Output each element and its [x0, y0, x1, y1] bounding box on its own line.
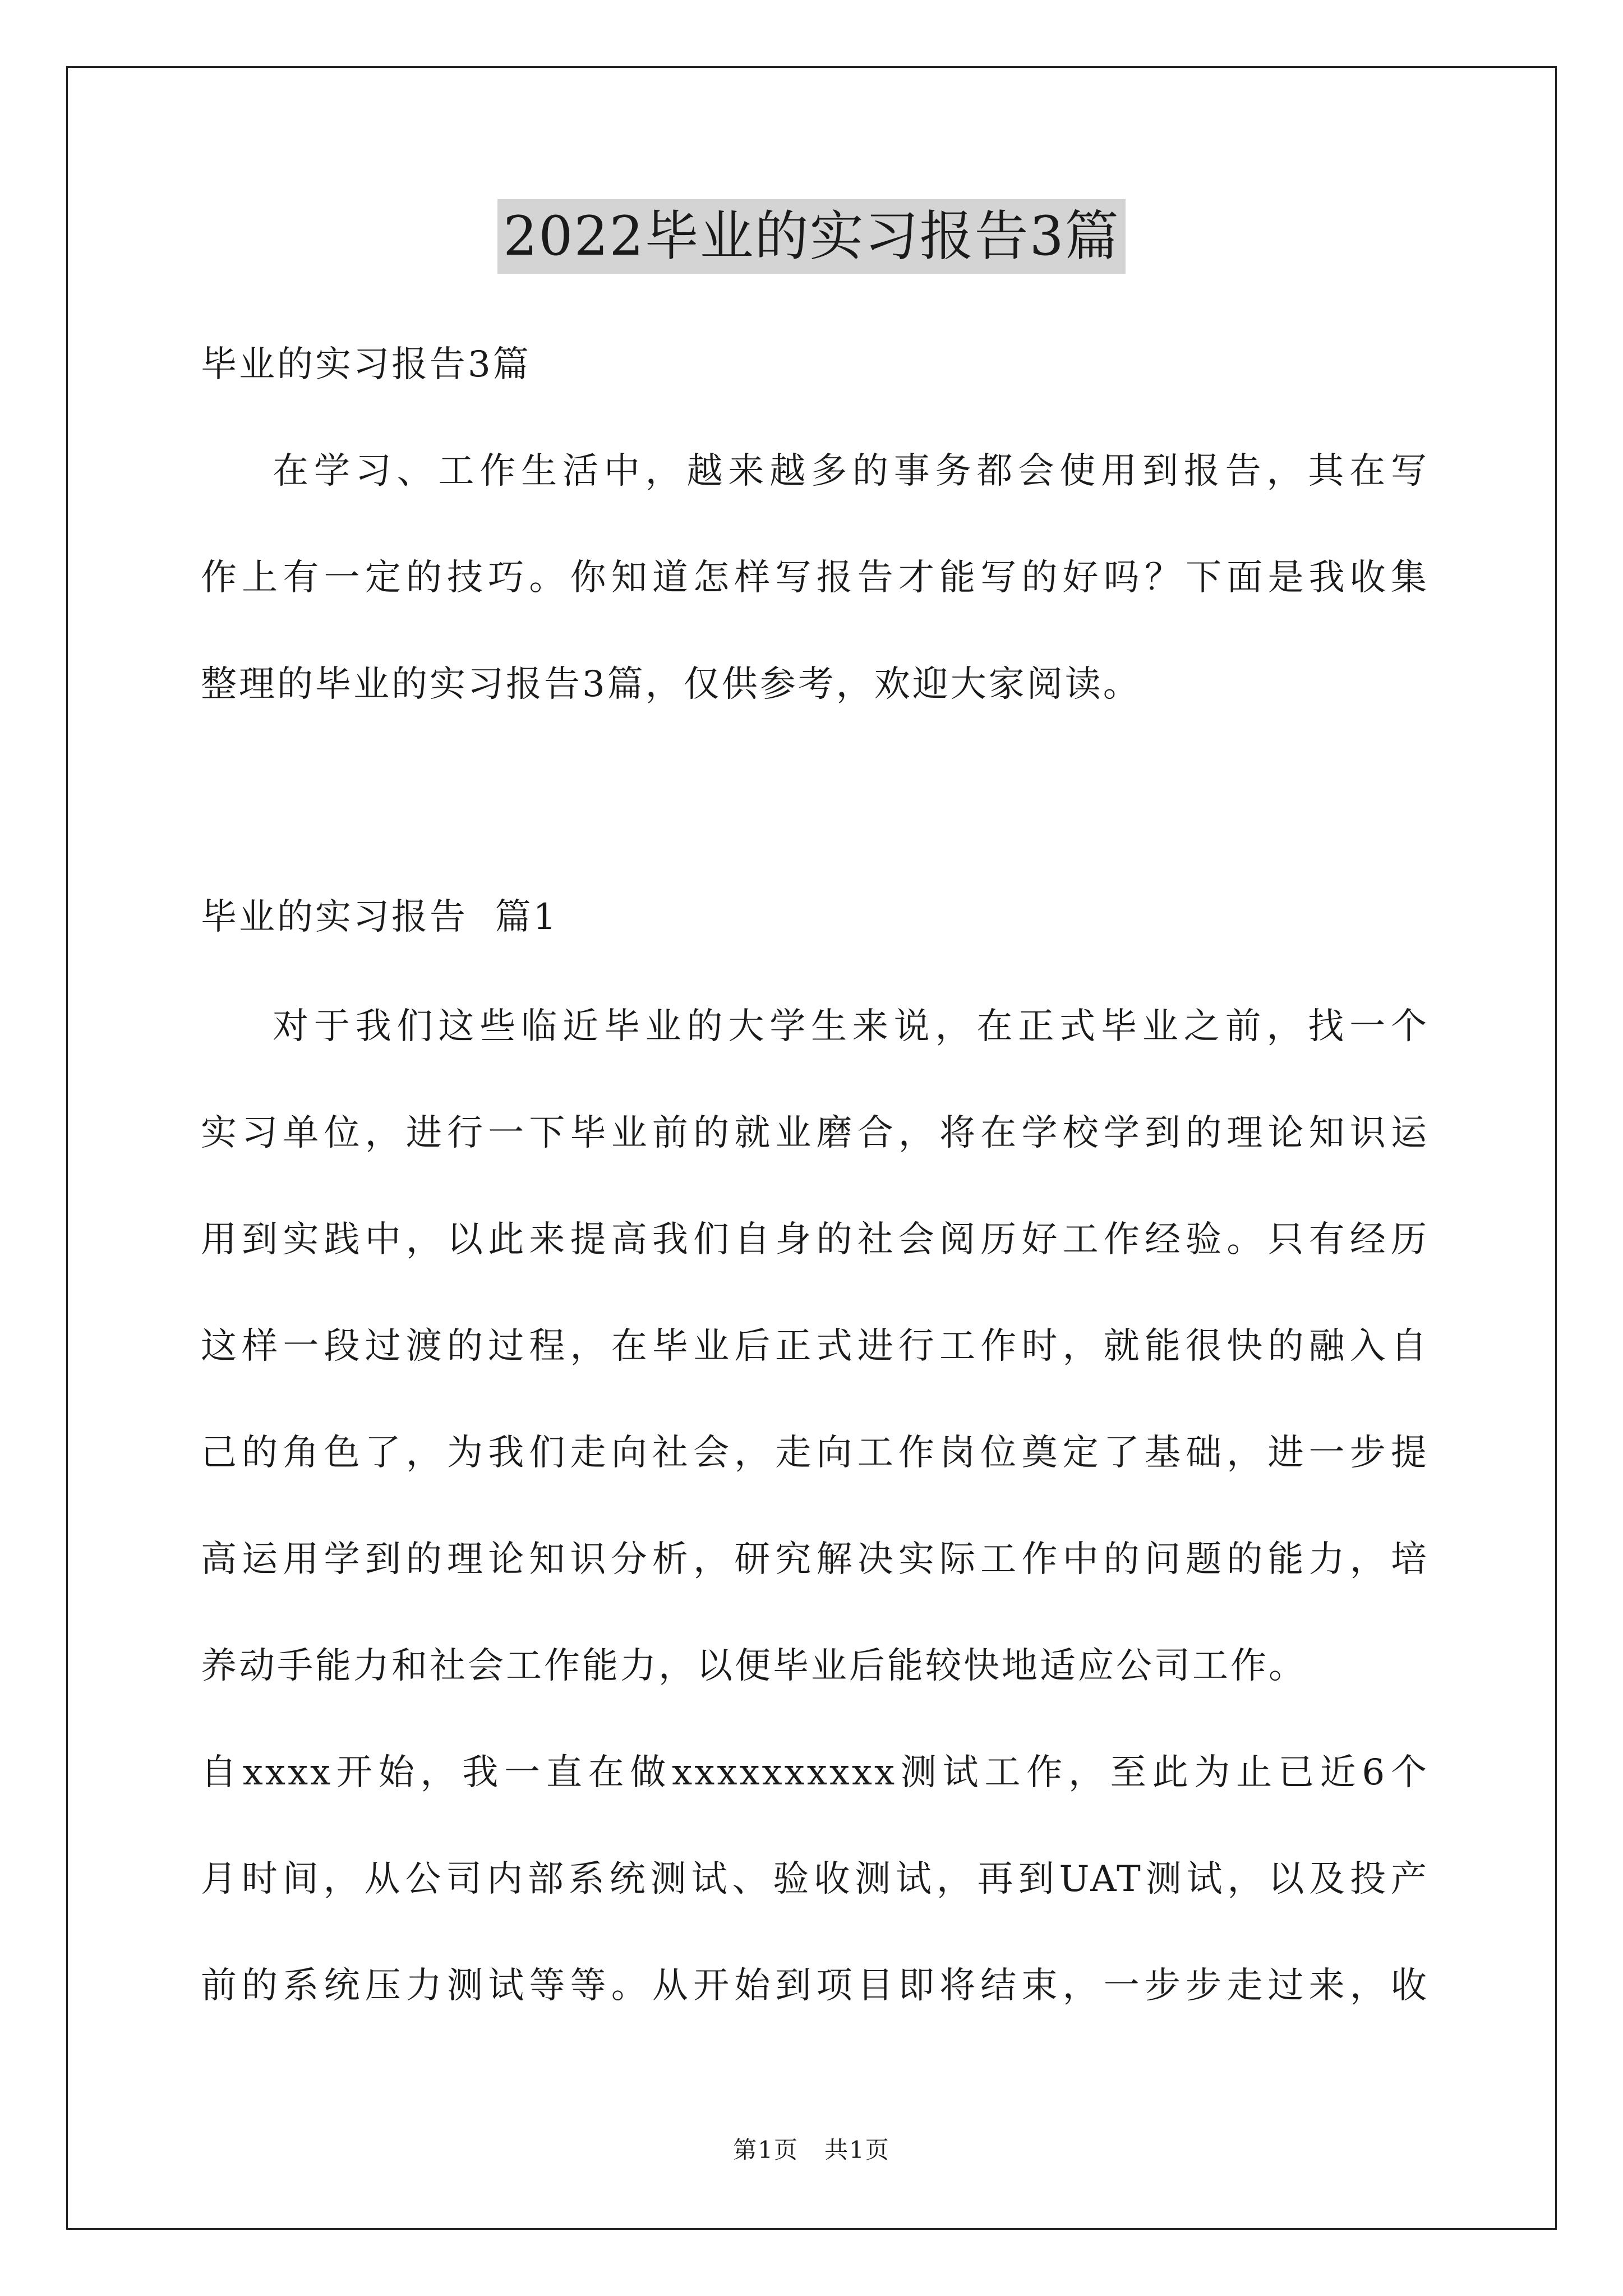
body-line: 自xxxx开始，我一直在做xxxxxxxxxx测试工作，至此为止已近6个 [201, 1752, 1429, 1793]
body-line: 实习单位，进行一下毕业前的就业磨合，将在学校学到的理论知识运 [201, 1112, 1429, 1154]
intro-line: 作上有一定的技巧。你知道怎样写报告才能写的好吗？下面是我收集 [201, 557, 1429, 599]
body-line: 己的角色了，为我们走向社会，走向工作岗位奠定了基础，进一步提 [201, 1432, 1429, 1474]
intro-line: 整理的毕业的实习报告3篇，仅供参考，欢迎大家阅读。 [201, 664, 1141, 705]
intro-line: 在学习、工作生活中，越来越多的事务都会使用到报告，其在写 [273, 450, 1429, 492]
body-line: 高运用学到的理论知识分析，研究解决实际工作中的问题的能力，培 [201, 1539, 1429, 1580]
page-footer: 第1页 共1页 [733, 2136, 890, 2164]
body-line: 用到实践中，以此来提高我们自身的社会阅历好工作经验。只有经历 [201, 1219, 1429, 1260]
body-line: 前的系统压力测试等等。从开始到项目即将结束，一步步走过来，收 [201, 1965, 1429, 2007]
intro-paragraph [201, 418, 1429, 738]
body-paragraph [201, 973, 1429, 2039]
section-heading: 毕业的实习报告 篇1 [201, 896, 559, 938]
body-line: 月时间，从公司内部系统测试、验收测试，再到UAT测试，以及投产 [201, 1858, 1429, 1900]
body-line: 对于我们这些临近毕业的大学生来说，在正式毕业之前，找一个 [273, 1006, 1429, 1047]
body-line: 这样一段过渡的过程，在毕业后正式进行工作时，就能很快的融入自 [201, 1326, 1429, 1367]
document-subtitle: 毕业的实习报告3篇 [201, 344, 531, 385]
document-title: 2022毕业的实习报告3篇 [497, 199, 1125, 274]
body-line: 养动手能力和社会工作能力，以便毕业后能较快地适应公司工作。 [201, 1645, 1307, 1687]
title-container [0, 199, 1623, 274]
